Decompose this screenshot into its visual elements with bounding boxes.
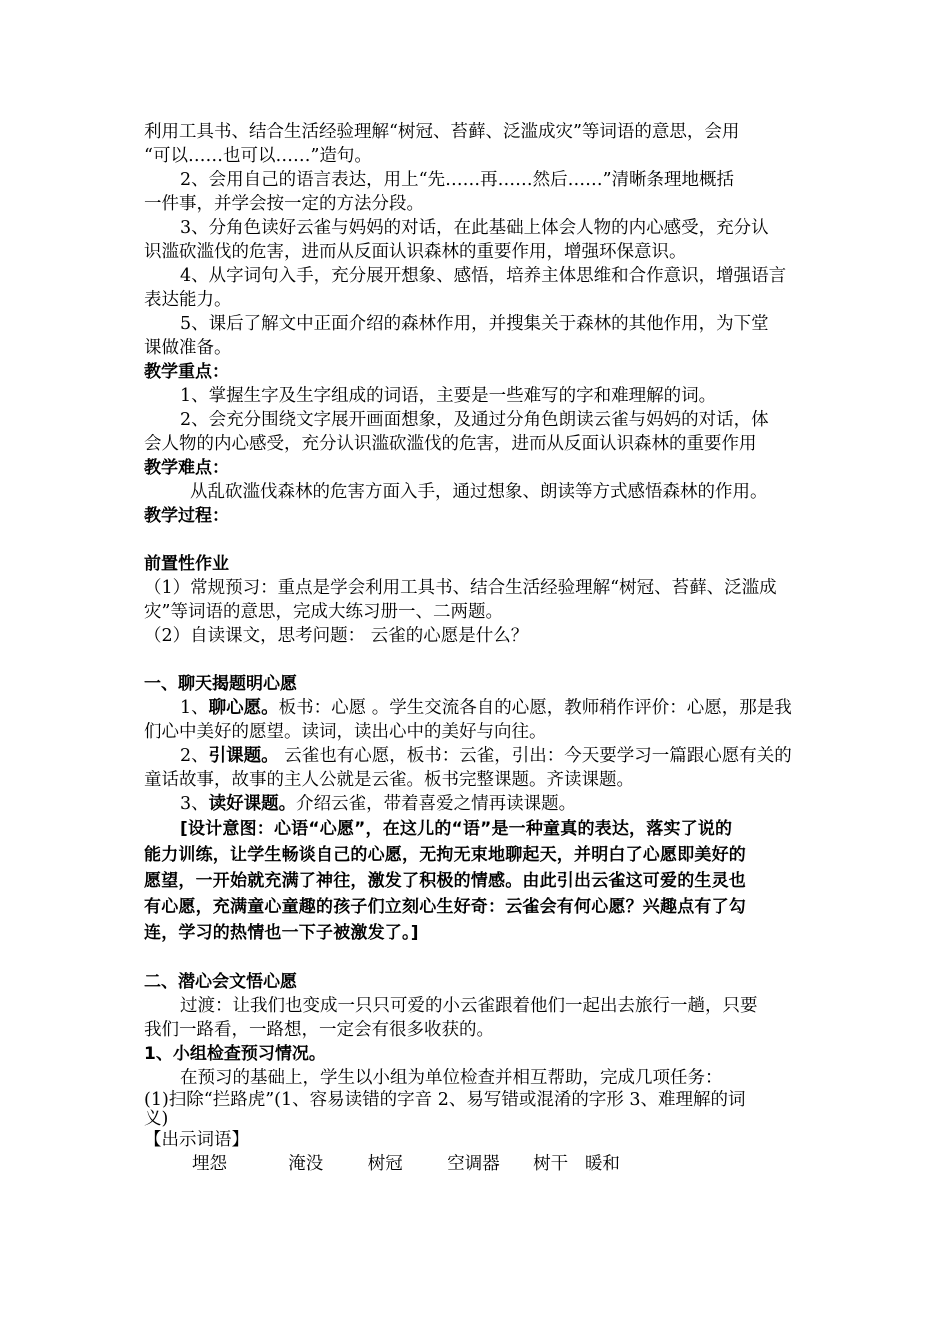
prework-1-line-2: 灾”等词语的意思，完成大练习册一、二两题。	[144, 602, 503, 622]
design-intent-line-5: 连，学习的热情也一下子被激发了。]	[144, 923, 419, 943]
objective-5-line-2: 课做准备。	[144, 338, 232, 358]
section-1-step-1-line-2: 们心中美好的愿望。读词，读出心中的美好与向往。	[144, 722, 547, 742]
section-2-task-intro: 在预习的基础上，学生以小组为单位检查并相互帮助，完成几项任务：	[180, 1068, 723, 1088]
step-2-number: 2、	[180, 746, 209, 766]
step-2-text: 云雀也有心愿，板书：云雀，引出：今天要学习一篇跟心愿有关的	[278, 746, 792, 766]
objective-4-line-2: 表达能力。	[144, 290, 232, 310]
process-heading: 教学过程：	[144, 506, 229, 526]
objective-1-line-1: 利用工具书、结合生活经验理解“树冠、苔藓、泛滥成灾”等词语的意思，会用	[144, 122, 740, 142]
objective-5-line-1: 5、课后了解文中正面介绍的森林作用，并搜集关于森林的其他作用，为下堂	[180, 314, 769, 334]
objective-3-line-1: 3、分角色读好云雀与妈妈的对话，在此基础上体会人物的内心感受，充分认	[180, 218, 769, 238]
step-3-title: 读好课题。	[208, 794, 297, 814]
word-item: 树冠	[367, 1154, 403, 1174]
word-list	[144, 1152, 812, 1176]
word-item: 暖和	[584, 1154, 620, 1174]
section-1-step-2-line-1	[144, 744, 812, 768]
document-page	[144, 120, 812, 1176]
section-2-subheading-1: 1、小组检查预习情况。	[144, 1044, 326, 1064]
word-item: 树干	[533, 1154, 569, 1174]
difficulties-heading: 教学难点：	[144, 458, 229, 478]
step-3-number: 3、	[180, 794, 209, 814]
design-intent-line-4: 有心愿，充满童心童趣的孩子们立刻心生好奇：云雀会有何心愿？兴趣点有了勾	[144, 897, 746, 917]
show-words-label: 【出示词语】	[144, 1130, 249, 1150]
design-intent-block	[144, 816, 812, 946]
design-intent-line-2: 能力训练，让学生畅谈自己的心愿，无拘无束地聊起天，并明白了心愿即美好的	[144, 845, 746, 865]
section-2-heading: 二、潜心会文悟心愿	[144, 972, 297, 992]
difficulty-1: 从乱砍滥伐森林的危害方面入手，通过想象、朗读等方式感悟森林的作用。	[190, 482, 768, 502]
objective-2-line-1: 2、会用自己的语言表达，用上“先……再……然后……”清晰条理地概括	[180, 170, 735, 190]
key-points-heading: 教学重点：	[144, 362, 229, 382]
step-2-title: 引课题。	[208, 746, 279, 766]
word-item: 埋怨	[192, 1154, 227, 1174]
objective-4-line-1: 4、从字词句入手，充分展开想象、感悟，培养主体思维和合作意识，增强语言	[180, 266, 787, 286]
section-1-step-3	[144, 792, 812, 816]
word-item: 空调器	[447, 1154, 500, 1174]
section-1-step-2-line-2: 童话故事，故事的主人公就是云雀。板书完整课题。齐读课题。	[144, 770, 634, 790]
section-1-heading: 一、聊天揭题明心愿	[144, 674, 297, 694]
section-2-transition-line-1: 过渡：让我们也变成一只只可爱的小云雀跟着他们一起出去旅行一趟，只要	[180, 996, 758, 1016]
section-2-transition-line-2: 我们一路看，一路想，一定会有很多收获的。	[144, 1020, 494, 1040]
section-2-task-1-line-2: 义)	[144, 1109, 169, 1129]
design-intent-line-3: 愿望，一开始就充满了神往，激发了积极的情感。由此引出云雀这可爱的生灵也	[144, 871, 746, 891]
key-point-2-line-1: 2、会充分围绕文字展开画面想象，及通过分角色朗读云雀与妈妈的对话，体	[180, 410, 769, 430]
prework-heading: 前置性作业	[144, 554, 229, 574]
section-2-task-1-line-1: (1)扫除“拦路虎”(1、容易读错的字音 2、易写错或混淆的字形 3、难理解的词	[144, 1090, 746, 1110]
section-1-step-1-line-1	[144, 696, 812, 720]
prework-1-line-1: （1）常规预习：重点是学会利用工具书、结合生活经验理解“树冠、苔藓、泛滥成	[144, 578, 777, 598]
step-1-text: 板书：心愿 。学生交流各自的心愿，教师稍作评价：心愿，那是我	[278, 698, 792, 718]
step-1-title: 聊心愿。	[208, 698, 279, 718]
objective-3-line-2: 识滥砍滥伐的危害，进而从反面认识森林的重要作用，增强环保意识。	[144, 242, 687, 262]
key-point-2-line-2: 会人物的内心感受，充分认识滥砍滥伐的危害，进而从反面认识森林的重要作用	[144, 434, 757, 454]
step-3-text: 介绍云雀，带着喜爱之情再读课题。	[296, 794, 577, 814]
word-item: 淹没	[288, 1154, 324, 1174]
step-1-number: 1、	[180, 698, 209, 718]
prework-2: （2）自读课文，思考问题： 云雀的心愿是什么？	[144, 626, 529, 646]
objective-1-line-2: “可以……也可以……”造句。	[144, 146, 372, 166]
key-point-1: 1、掌握生字及生字组成的词语，主要是一些难写的字和难理解的词。	[180, 386, 717, 406]
design-intent-line-1: [设计意图：心语“心愿”，在这儿的“语”是一种童真的表达，落实了说的	[180, 819, 733, 839]
objective-2-line-2: 一件事，并学会按一定的方法分段。	[144, 194, 424, 214]
